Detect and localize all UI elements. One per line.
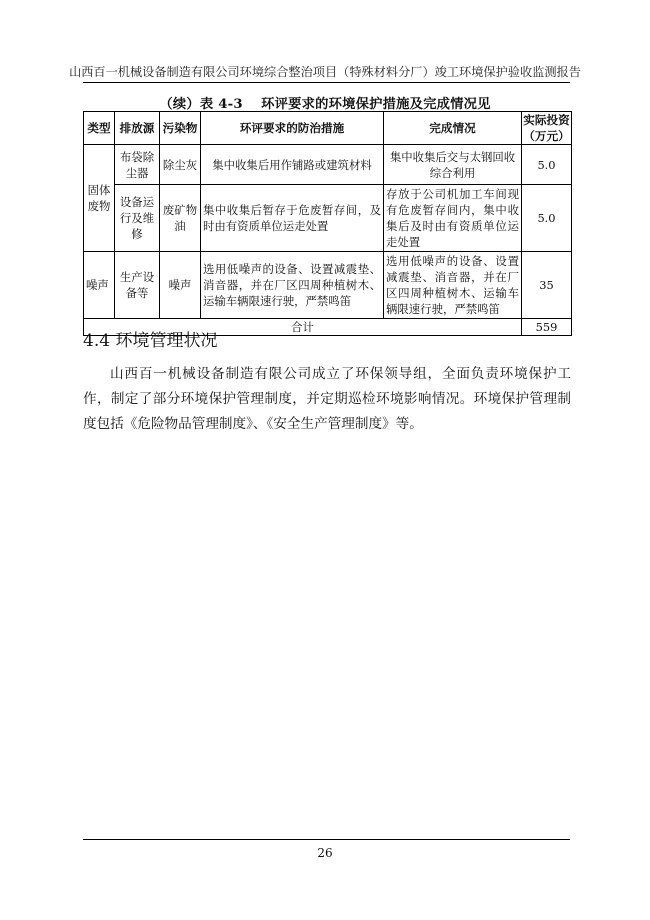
column-header-measure: 环评要求的防治措施 [201,112,384,145]
section-heading: 4.4 环境管理状况 [83,331,218,351]
cell-pollutant: 废矿物油 [160,185,201,252]
table-caption: （续）表 4-3 环评要求的环境保护措施及完成情况见 [159,97,491,112]
cell-pollutant: 噪声 [160,252,201,319]
page-number: 26 [317,846,333,860]
cell-type: 固体废物 [84,145,115,252]
cell-completion: 集中收集后交与太钢回收综合利用 [384,145,522,185]
table-header-row [84,112,572,145]
column-header-pollutant: 污染物 [160,112,201,145]
table-row [84,252,572,319]
cell-measure: 集中收集后用作铺路或建筑材料 [201,145,384,185]
cell-measure: 选用低噪声的设备、设置减震垫、消音器，并在厂区四周种植树木、运输车辆限速行驶，严禁鸣笛 [201,252,384,319]
column-header-completion: 完成情况 [384,112,522,145]
cell-investment: 5.0 [522,185,572,252]
total-label: 合计 [84,319,522,336]
cell-completion: 存放于公司机加工车间现有危废暂存间内，集中收集后及时由有资质单位运走处置 [384,185,522,252]
cell-source: 设备运行及维修 [115,185,160,252]
header-rule [83,82,570,83]
cell-pollutant: 除尘灰 [160,145,201,185]
cell-investment: 5.0 [522,145,572,185]
column-header-type: 类型 [84,112,115,145]
table-row [84,185,572,252]
cell-source: 生产设备等 [115,252,160,319]
cell-measure: 集中收集后暂存于危废暂存间，及时由有资质单位运走处置 [201,185,384,252]
column-header-source: 排放源 [115,112,160,145]
total-value: 559 [522,319,572,336]
cell-investment: 35 [522,252,572,319]
running-header: 山西百一机械设备制造有限公司环境综合整治项目（特殊材料分厂）竣工环境保护验收监测报告 [69,65,581,79]
section-paragraph: 山西百一机械设备制造有限公司成立了环保领导组，全面负责环境保护工作，制定了部分环境保护管理制度，并定期巡检环境影响情况。环境保护管理制度包括《危险物品管理制度》、《安全生产管理制度》等。 [83,366,571,432]
table-row [84,145,572,185]
environmental-measures-table [83,111,572,336]
column-header-investment: 实际投资（万元） [523,113,570,143]
cell-completion: 选用低噪声的设备、设置减震垫、消音器，并在厂区四周种植树木、运输车辆限速行驶，严禁鸣笛 [384,252,522,319]
cell-source: 布袋除尘器 [115,145,160,185]
footer-rule [83,839,570,840]
cell-type: 噪声 [84,252,115,319]
